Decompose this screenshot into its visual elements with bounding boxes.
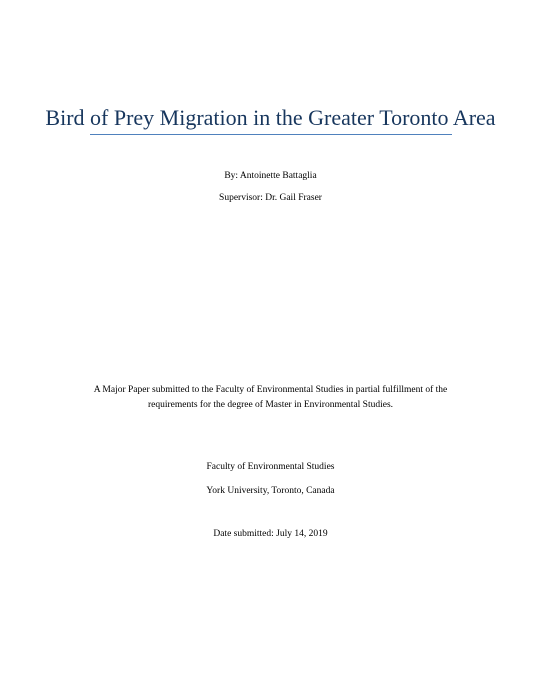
- title-underline-rule: [90, 134, 452, 135]
- submission-description-line-2: requirements for the degree of Master in Environmental Studies.: [147, 400, 394, 410]
- university-location: York University, Toronto, Canada: [206, 486, 335, 496]
- document-title: Bird of Prey Migration in the Greater Toronto Area: [45, 105, 496, 130]
- submission-date: Date submitted: July 14, 2019: [213, 529, 328, 539]
- faculty-name: Faculty of Environmental Studies: [206, 462, 335, 472]
- supervisor-line: Supervisor: Dr. Gail Fraser: [219, 193, 322, 203]
- author-line: By: Antoinette Battaglia: [224, 171, 317, 181]
- submission-description-line-1: A Major Paper submitted to the Faculty of Environmental Studies in partial fulfillment of the: [93, 385, 448, 395]
